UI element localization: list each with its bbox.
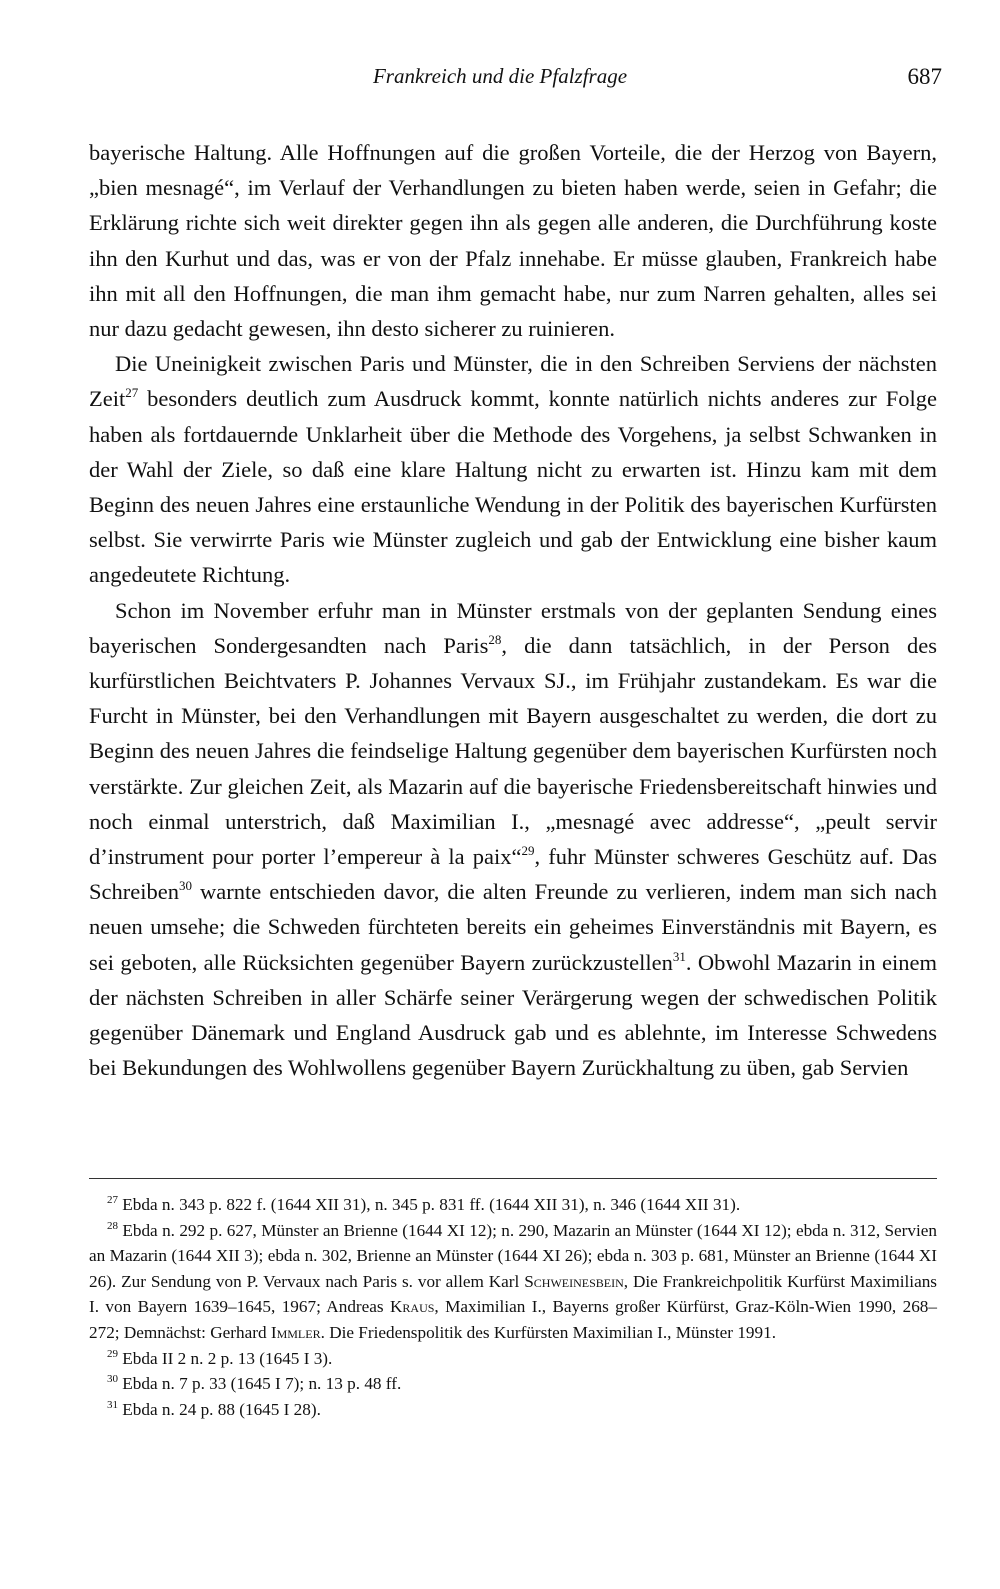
text-run: , fuhr Münster schweres Geschütz auf. Das Schreiben bbox=[89, 844, 937, 905]
text-run: Die Uneinigkeit zwischen Paris und Münster, die in den Schreiben Serviens der nächsten Zeit bbox=[89, 351, 937, 412]
footnote-number: 29 bbox=[107, 1347, 118, 1360]
author-name: Schweinesbein bbox=[524, 1271, 624, 1291]
footnote bbox=[89, 1397, 937, 1423]
paragraph bbox=[89, 593, 937, 1086]
text-run: bayerische Haltung. Alle Hoffnungen auf die großen Vorteile, die der Herzog von Bayern, „bien mesnagé“, im Verlauf der Verhandlungen zu bieten haben werde, seien in Gefahr; die Erklärung richte sich weit direkter gegen ihn als gegen alle anderen, die Durchführung koste ihn den Kurhut und das, was er von der Pfalz innehabe. Er müsse glauben, Frankreich habe ihn mit all den Hoffnungen, die man ihm gemacht habe, nur zum Narren gehalten, alles sei nur dazu gedacht gewesen, ihn desto sicherer zu ruinieren. bbox=[89, 140, 937, 342]
footnote-text: . Die Friedenspolitik des Kurfürsten Maximilian I., Münster 1991. bbox=[320, 1322, 776, 1342]
footnote bbox=[89, 1192, 937, 1218]
page-number: 687 bbox=[907, 64, 942, 89]
footnote bbox=[89, 1218, 937, 1346]
body-text bbox=[89, 135, 937, 1085]
footnote-text: Ebda n. 292 p. 627, Münster an Brienne (1644 XI 12); n. 290, Mazarin an Münster (1644 XI 12); ebda n. 312, Servien an Mazarin (1644 XII 3); ebda n. 302, Brienne an Münster (1644 XI 26); ebda n. 303 p. 681, Münster an Brienne (1644 XI 26). Zur Sendung von P. Vervaux nach Paris s. vor allem Karl bbox=[89, 1220, 937, 1291]
footnote bbox=[89, 1371, 937, 1397]
footnote-reference: 28 bbox=[488, 631, 502, 647]
footnote-reference: 30 bbox=[178, 878, 192, 894]
running-title: Frankreich und die Pfalzfrage bbox=[372, 64, 628, 88]
text-run: warnte entschieden davor, die alten Freunde zu verlieren, indem man sich nach neuen umsehe; die Schweden fürchteten bereits ein geheimes Einverständnis mit Bayern, es sei geboten, alle Rücksichten gegenüber Bayern zurückzustellen bbox=[89, 879, 937, 975]
paragraph bbox=[89, 346, 937, 592]
paragraph bbox=[89, 135, 937, 346]
footnote-divider bbox=[89, 1178, 937, 1179]
footnote-reference: 27 bbox=[125, 385, 139, 401]
page-header bbox=[0, 64, 1000, 94]
footnote-text: , Maximilian I., Bayerns großer Kürfürst, Graz-Köln-Wien 1990, 268–272; Demnächst: Gerhard bbox=[89, 1297, 937, 1342]
footnote-text: , Die Frankreichpolitik Kurfürst Maximilians I. von Bayern 1639–1645, 1967; Andreas bbox=[89, 1271, 937, 1317]
text-run: besonders deutlich zum Ausdruck kommt, konnte natürlich nichts anderes zur Folge haben als fortdauernde Unklarheit über die Methode des Vorgehens, ja selbst Schwanken in der Wahl der Ziele, so daß eine klare Haltung nicht zu erwarten ist. Hinzu kam mit dem Beginn des neuen Jahres eine erstaunliche Wendung in der Politik des bayerischen Kurfürsten selbst. Sie verwirrte Paris wie Münster zugleich und gab der Entwicklung eine bisher kaum angedeutete Richtung. bbox=[89, 386, 937, 588]
footnote-reference: 29 bbox=[521, 843, 535, 859]
footnote-number: 27 bbox=[107, 1194, 118, 1206]
text-run: Schon im November erfuhr man in Münster erstmals von der geplanten Sendung eines bayerischen Sondergesandten nach Paris bbox=[89, 597, 937, 658]
text-run: , die dann tatsächlich, in der Person des kurfürstlichen Beichtvaters P. Johannes Vervaux SJ., im Frühjahr zustandekam. Es war die Furcht in Münster, bei den Verhandlungen mit Bayern ausgeschaltet zu werden, die dort zu Beginn des neuen Jahres die feindselige Haltung gegenüber dem bayerischen Kurfürsten noch verstärkte. Zur gleichen Zeit, als Mazarin auf die bayerische Friedensbereitschaft hinwies und noch einmal unterstrich, daß Maximilian I., „mesnagé avec addresse“, „peult servir d’instrument pour porter l’empereur à la paix“ bbox=[89, 632, 937, 870]
footnotes bbox=[89, 1192, 937, 1422]
footnote bbox=[89, 1346, 937, 1372]
footnote-text: Ebda n. 343 p. 822 f. (1644 XII 31), n. 345 p. 831 ff. (1644 XII 31), n. 346 (1644 XII 31). bbox=[122, 1195, 741, 1214]
footnote-reference: 31 bbox=[672, 948, 686, 964]
footnote-number: 30 bbox=[107, 1373, 118, 1386]
footnote-text: Ebda II 2 n. 2 p. 13 (1645 I 3). bbox=[122, 1348, 333, 1368]
author-name: Immler bbox=[270, 1322, 321, 1342]
author-name: Kraus bbox=[389, 1297, 435, 1317]
footnote-text: Ebda n. 7 p. 33 (1645 I 7); n. 13 p. 48 ff. bbox=[122, 1374, 402, 1394]
footnote-text: Ebda n. 24 p. 88 (1645 I 28). bbox=[122, 1399, 321, 1419]
footnote-number: 28 bbox=[107, 1219, 118, 1232]
footnote-number: 31 bbox=[107, 1398, 118, 1411]
text-run: . Obwohl Mazarin in einem der nächsten Schreiben in aller Schärfe seiner Verärgerung wegen der schwedischen Politik gegenüber Dänemark und England Ausdruck gab und es ablehnte, im Interesse Schwedens bei Bekundungen des Wohlwollens gegenüber Bayern Zurückhaltung zu üben, gab Servien bbox=[89, 949, 938, 1081]
